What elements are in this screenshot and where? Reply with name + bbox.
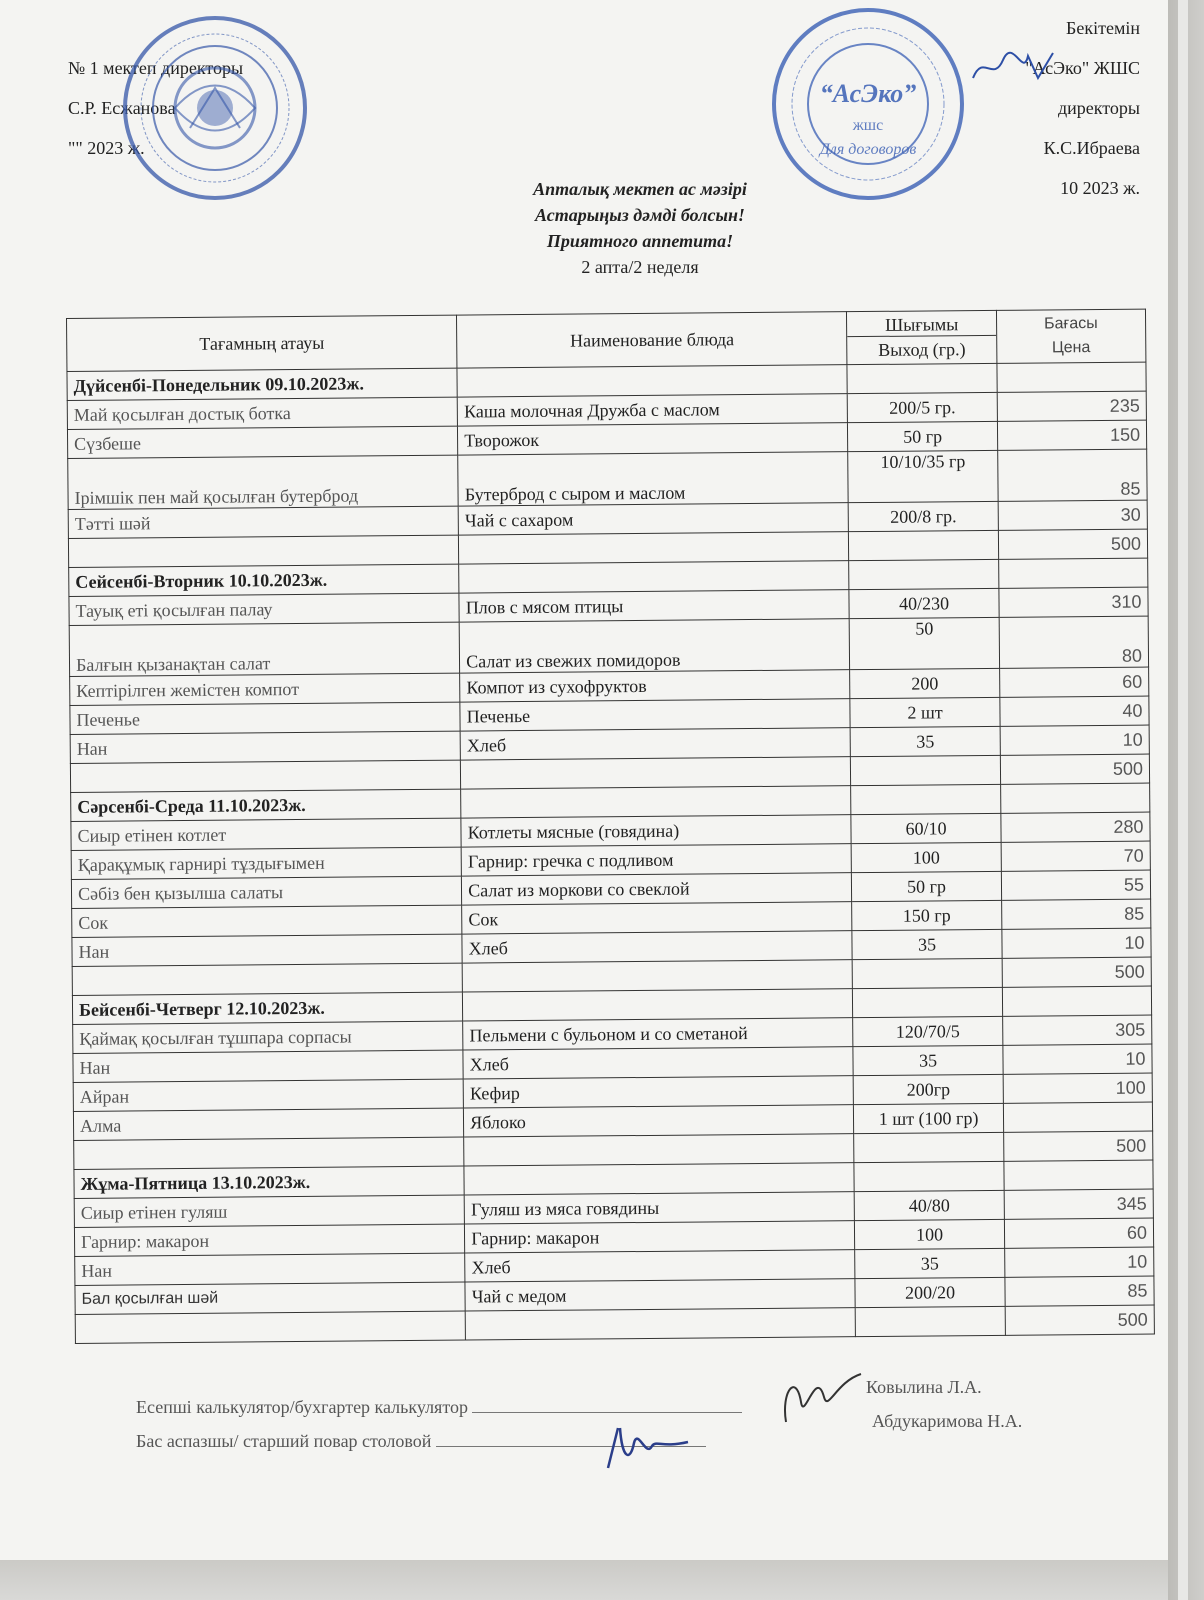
approval-right-line1: Бекітемін (1066, 18, 1140, 38)
dish-name-ru: Хлеб (460, 728, 850, 760)
dish-output: 10/10/35 гр (848, 450, 998, 502)
dish-name-ru: Хлеб (465, 1250, 855, 1282)
dish-price: 345 (1004, 1189, 1154, 1219)
empty-cell (849, 559, 999, 589)
footer-name2: Абдукаримова Н.А. (872, 1411, 1023, 1431)
dish-name-kz: Тәтті шәй (68, 506, 458, 538)
empty-cell (853, 958, 1003, 988)
empty-cell (70, 760, 460, 792)
header-price-kz: Бағасы (1044, 314, 1098, 333)
footer-line1-label: Есепші калькулятор/бухгартер калькулятор (136, 1397, 468, 1417)
day-total-price: 500 (1002, 957, 1152, 987)
dish-name-ru: Хлеб (463, 1047, 853, 1079)
table-header-row (67, 309, 1146, 371)
dish-output: 35 (851, 726, 1001, 756)
footer-names (866, 1370, 1022, 1438)
dish-price: 100 (1003, 1073, 1153, 1103)
day-name: Бейсенбі-Четверг 12.10.2023ж. (72, 992, 462, 1024)
dish-name-ru: Гарнир: гречка с подливом (461, 844, 851, 876)
cook-signature (600, 1418, 690, 1474)
empty-cell (75, 1311, 465, 1343)
dish-name-kz: Бал қосылған шәй (75, 1282, 465, 1314)
dish-output: 120/70/5 (853, 1016, 1003, 1046)
dish-name-kz: Алма (73, 1108, 463, 1140)
dish-output: 200гр (854, 1074, 1004, 1104)
dish-price: 85 (1005, 1276, 1155, 1306)
dish-output: 60/10 (851, 813, 1001, 843)
dish-price: 235 (997, 391, 1147, 421)
dish-price: 55 (1001, 870, 1151, 900)
dish-name-ru: Хлеб (462, 931, 852, 963)
approval-left-line3: "" 2023 ж. (68, 138, 145, 158)
dish-price: 150 (997, 420, 1147, 450)
dish-name-kz: Нан (70, 731, 460, 763)
empty-cell (853, 987, 1003, 1017)
dish-name-ru: Бутерброд с сыром и маслом (458, 452, 849, 506)
empty-cell (997, 362, 1147, 392)
dish-name-kz: Кептірілген жемістен компот (70, 673, 460, 705)
empty-cell (457, 365, 847, 397)
day-total-price: 500 (1000, 754, 1150, 784)
dish-price: 80 (999, 616, 1149, 668)
dish-name-kz: Ірімшік пен май қосылған бутерброд (68, 455, 459, 509)
empty-cell (459, 561, 849, 593)
dish-name-ru: Плов с мясом птицы (459, 590, 849, 622)
dish-name-ru: Творожок (458, 423, 848, 455)
empty-cell (1002, 986, 1152, 1016)
empty-cell (72, 963, 462, 995)
dish-name-ru: Яблоко (464, 1105, 854, 1137)
dish-output: 50 (850, 617, 1000, 669)
dish-name-kz: Сиыр етінен котлет (71, 818, 461, 850)
header-output (847, 310, 997, 364)
dish-name-kz: Нан (72, 934, 462, 966)
approval-right-line3: К.С.Ибраева (1043, 138, 1140, 158)
dish-output: 40/230 (849, 588, 999, 618)
dish-name-ru: Чай с сахаром (458, 503, 848, 535)
title-line1: Апталық мектеп ас мәзірі (533, 179, 747, 199)
dish-name-kz: Сүзбеше (67, 426, 457, 458)
dish-output: 200 (850, 668, 1000, 698)
day-name: Сейсенбі-Вторник 10.10.2023ж. (69, 564, 459, 596)
empty-cell (463, 989, 853, 1021)
menu-title (420, 176, 860, 280)
dish-name-kz: Айран (73, 1079, 463, 1111)
stamp-sub: Для договоров (819, 141, 917, 158)
dish-name-kz: Қарақұмық гарнирі тұздығымен (71, 847, 461, 879)
approval-left-line1: № 1 мектеп директоры (68, 58, 244, 78)
dish-name-ru: Сок (462, 902, 852, 934)
empty-cell (68, 535, 458, 567)
dish-price: 10 (1002, 928, 1152, 958)
header-kz-name: Тағамның атауы (67, 315, 458, 371)
dish-output: 150 гр (852, 900, 1002, 930)
dish-name-kz: Печенье (70, 702, 460, 734)
title-line3: Приятного аппетита! (546, 231, 734, 251)
dish-output: 100 (852, 842, 1002, 872)
dish-name-ru: Компот из сухофруктов (460, 670, 850, 702)
header-ru-name: Наименование блюда (457, 312, 848, 368)
dish-price: 70 (1001, 841, 1151, 871)
approval-right-line4: 10 2023 ж. (1060, 178, 1140, 198)
day-name: Дүйсенбі-Понедельник 09.10.2023ж. (67, 368, 457, 400)
dish-output: 200/5 гр. (848, 392, 998, 422)
empty-cell (464, 1134, 854, 1166)
dish-name-kz: Нан (75, 1253, 465, 1285)
dish-output: 1 шт (100 гр) (854, 1103, 1004, 1133)
empty-cell (849, 530, 999, 560)
dish-output: 100 (855, 1219, 1005, 1249)
dish-price (1003, 1102, 1153, 1132)
title-line4: 2 апта/2 неделя (581, 257, 699, 277)
dish-output: 2 шт (850, 697, 1000, 727)
accountant-signature (776, 1362, 866, 1432)
empty-cell (462, 960, 852, 992)
day-total-price: 500 (1003, 1131, 1153, 1161)
dish-name-kz: Сиыр етінен гуляш (74, 1195, 464, 1227)
background-strip (1178, 0, 1188, 1600)
dish-output: 35 (852, 929, 1002, 959)
background-bottom (0, 1560, 1168, 1600)
empty-cell (854, 1161, 1004, 1191)
dish-output: 35 (853, 1045, 1003, 1075)
empty-cell (1000, 783, 1150, 813)
empty-cell (851, 784, 1001, 814)
empty-cell (464, 1163, 854, 1195)
dish-name-kz: Май қосылған достық ботка (67, 397, 457, 429)
empty-cell (856, 1306, 1006, 1336)
dish-name-ru: Чай с медом (465, 1279, 855, 1311)
dish-name-ru: Печенье (460, 699, 850, 731)
dish-name-ru: Салат из моркови со свеклой (462, 873, 852, 905)
dish-price: 60 (1004, 1218, 1154, 1248)
header-price-ru: Цена (1051, 339, 1091, 357)
empty-cell (461, 757, 851, 789)
signature-line (472, 1394, 742, 1413)
dish-name-ru: Котлеты мясные (говядина) (461, 815, 851, 847)
empty-cell (854, 1132, 1004, 1162)
school-stamp (120, 8, 310, 208)
empty-cell (851, 755, 1001, 785)
empty-cell (1004, 1160, 1154, 1190)
footer-name1: Ковылина Л.А. (866, 1377, 982, 1397)
dish-price: 10 (1004, 1247, 1154, 1277)
dish-price: 305 (1002, 1015, 1152, 1045)
empty-cell (998, 558, 1148, 588)
dish-output: 50 гр (852, 871, 1002, 901)
day-total-price: 500 (1005, 1305, 1155, 1335)
dish-output: 40/80 (855, 1190, 1005, 1220)
dish-name-kz: Сок (72, 905, 462, 937)
dish-output: 200/8 гр. (849, 501, 999, 531)
dish-name-kz: Тауық еті қосылған палау (69, 593, 459, 625)
header-output-ru: Выход (гр.) (848, 335, 996, 361)
empty-cell (459, 532, 849, 564)
dish-price: 310 (999, 587, 1149, 617)
dish-price: 280 (1001, 812, 1151, 842)
dish-price: 60 (999, 667, 1149, 697)
dish-price: 85 (1001, 899, 1151, 929)
dish-output: 35 (855, 1248, 1005, 1278)
dish-name-ru: Гуляш из мяса говядины (464, 1192, 854, 1224)
empty-cell (847, 363, 997, 393)
empty-cell (74, 1137, 464, 1169)
dish-output: 200/20 (855, 1277, 1005, 1307)
title-line2: Астарыңыз дәмді болсын! (535, 205, 745, 225)
approval-left-line2: С.Р. Есжанова (68, 98, 176, 118)
table-row (69, 616, 1148, 676)
dish-price: 40 (1000, 696, 1150, 726)
dish-name-kz: Сәбіз бен қызылша салаты (71, 876, 461, 908)
empty-cell (465, 1308, 855, 1340)
day-total-price: 500 (998, 529, 1148, 559)
company-stamp (768, 4, 968, 204)
dish-output: 50 гр (848, 421, 998, 451)
dish-name-kz: Гарнир: макарон (74, 1224, 464, 1256)
dish-name-kz: Қаймақ қосылған тұшпара сорпасы (73, 1021, 463, 1053)
dish-price: 30 (998, 500, 1148, 530)
menu-table (66, 309, 1155, 1344)
dish-name-ru: Салат из свежих помидоров (459, 619, 850, 673)
director-signature (968, 48, 1058, 88)
dish-name-ru: Кефир (463, 1076, 853, 1108)
header-price (996, 309, 1146, 363)
day-name: Жұма-Пятница 13.10.2023ж. (74, 1166, 464, 1198)
footer-line2-label: Бас аспазшы/ старший повар столовой (136, 1431, 432, 1451)
menu-body (67, 362, 1154, 1343)
dish-name-ru: Пельмени с бульоном и со сметаной (463, 1018, 853, 1050)
dish-name-kz: Балғын қызанақтан салат (69, 622, 460, 676)
dish-price: 10 (1003, 1044, 1153, 1074)
dish-price: 85 (997, 449, 1147, 501)
dish-price: 10 (1000, 725, 1150, 755)
dish-name-kz: Нан (73, 1050, 463, 1082)
stamp-tag: жшс (852, 117, 884, 134)
day-name: Сәрсенбі-Среда 11.10.2023ж. (71, 789, 461, 821)
stamp-brand: “АсЭко” (819, 79, 917, 108)
dish-name-ru: Гарнир: макарон (465, 1221, 855, 1253)
empty-cell (461, 786, 851, 818)
table-row (68, 449, 1147, 509)
header-output-kz: Шығымы (884, 314, 959, 335)
approval-right (960, 8, 1140, 208)
approval-right-line2: "АсЭко" ЖШС директоры (1025, 58, 1140, 118)
dish-name-ru: Каша молочная Дружба с маслом (457, 394, 847, 426)
